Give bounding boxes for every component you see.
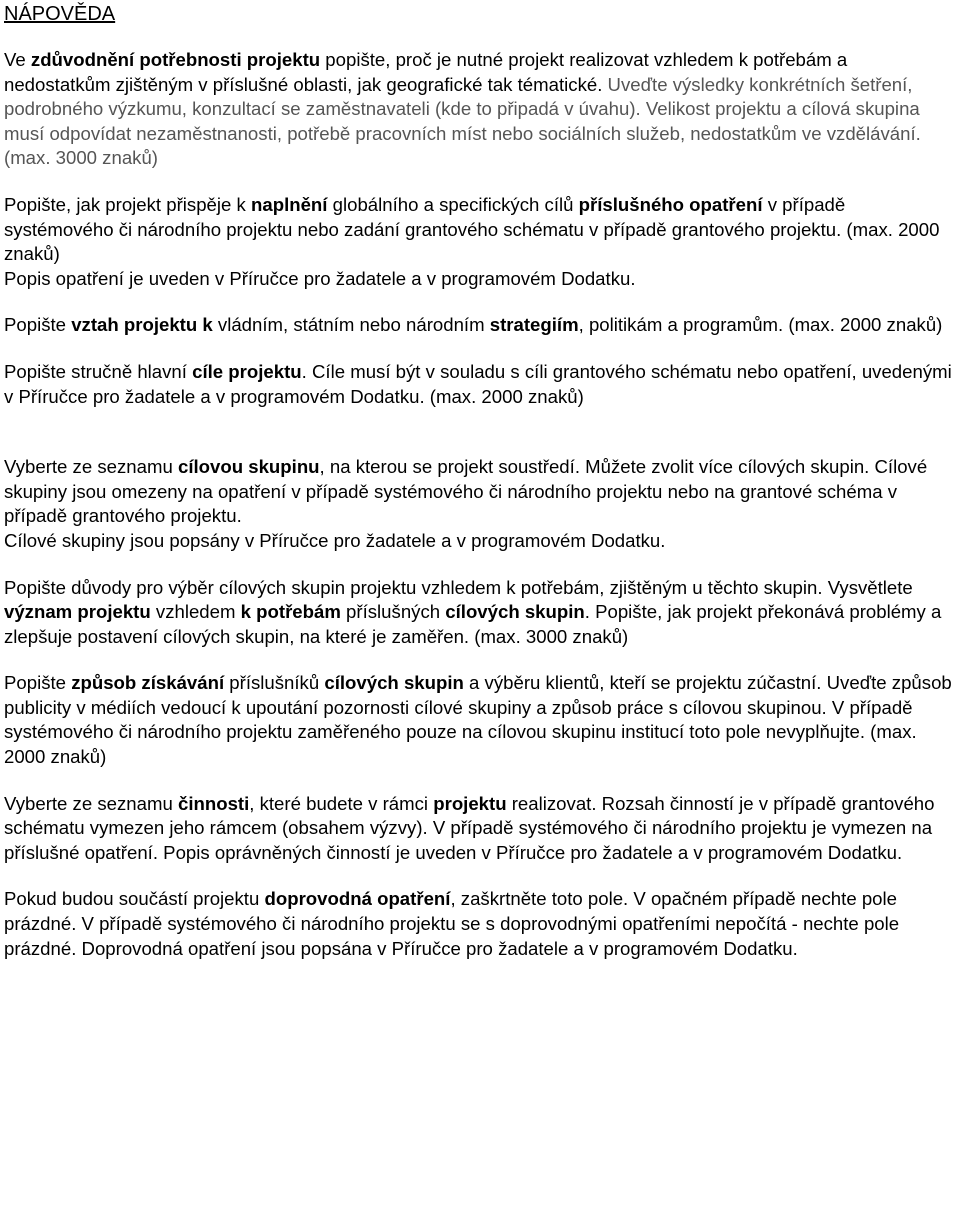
text-span-bold: cílových skupin [445, 601, 585, 623]
paragraph-target-group [4, 455, 954, 529]
paragraph-goals-contribution [4, 193, 954, 267]
paragraph-project-need [4, 48, 954, 171]
paragraph-activities [4, 792, 954, 866]
paragraph-project-goals [4, 360, 954, 409]
text-span-bold: cíle projektu [192, 360, 302, 382]
text-span: , na kterou se projekt soustředí. Můžete zvolit více cílových skupin. Cílové skupiny jsou omezeny na opatření v případě systémového či národního projektu nebo na grantové schéma v případě grantového projektu. [4, 456, 928, 527]
text-span-bold: způsob získávání [71, 672, 225, 694]
text-span-bold: doprovodná opatření [264, 888, 451, 910]
text-span: , politikám a programům. (max. 2000 znaků) [578, 314, 943, 336]
text-span: realizovat. Rozsah činností je v případě grantového schématu vymezen jeho rámcem (obsahem výzvy). V případě systémového či národního projektu je vymezen na příslušné opatření. Popis oprávněných činností je uveden v Příručce pro žadatele a v programovém Dodatku. [4, 792, 935, 863]
text-span: Popište [4, 672, 72, 694]
text-span-bold: význam projektu [4, 601, 151, 623]
paragraph-target-group-note: Cílové skupiny jsou popsány v Příručce pro žadatele a v programovém Dodatku. [4, 529, 666, 551]
text-span: vládním, státním nebo národním [212, 314, 490, 336]
text-span: Popište důvody pro výběr cílových skupin projektu vzhledem k potřebám, zjištěným u těchto skupin. Vysvětlete [4, 576, 913, 598]
text-span-bold: k potřebám [240, 601, 341, 623]
text-span-bold: cílových skupin [324, 672, 464, 694]
text-span: Pokud budou součástí projektu [4, 888, 265, 910]
text-span: . Cíle musí být v souladu s cíli grantového schématu nebo opatření, uvedenými v Příručce pro žadatele a v programovém Dodatku. (max. 2000 znaků) [4, 360, 952, 407]
text-span-bold: naplnění [251, 193, 328, 215]
text-span: Vyberte ze seznamu [4, 792, 178, 814]
text-span: Ve [4, 49, 31, 70]
text-span: popište, proč je nutné projekt realizovat vzhledem k potřebám a nedostatkům zjištěným v příslušné oblasti, jak geografické tak tématické. [4, 49, 848, 95]
text-span-bold: činnosti [177, 792, 250, 814]
paragraph-measure-note: Popis opatření je uveden v Příručce pro žadatele a v programovém Dodatku. [4, 267, 636, 289]
text-span: Popište, jak projekt přispěje k [4, 193, 252, 215]
text-span-bold: příslušného opatření [578, 193, 763, 215]
text-span-bold: vztah projektu k [71, 314, 213, 336]
text-span: a výběru klientů, kteří se projektu zúčastní. Uveďte způsob publicity v médiích vedoucí k upoutání pozornosti cílové skupiny a způsob práce s cílovou skupinou. V případě systémového či národního projektu zaměřeného pouze na cílovou skupinu institucí toto pole nevyplňujte. (max. 2000 znaků) [4, 672, 952, 768]
text-span: vzhledem [150, 601, 241, 623]
paragraph-strategy-relation [4, 313, 954, 338]
text-span: , které budete v rámci [249, 792, 434, 814]
text-span: v případě systémového či národního projektu nebo zadání grantového schématu v případě grantového projektu. (max. 2000 znaků) [4, 193, 940, 265]
paragraph-recruitment [4, 671, 954, 769]
text-span-bold: skupinu [248, 456, 320, 478]
text-span: Popište [4, 314, 72, 336]
text-span-bold: zdůvodnění potřebnosti projektu [30, 49, 321, 70]
text-span: globálního a specifických cílů [327, 193, 579, 215]
paragraph-target-group-reasons [4, 576, 954, 650]
help-document [4, 0, 954, 961]
text-span: příslušných [340, 601, 446, 623]
text-span: . Popište, jak projekt překonává problémy a zlepšuje postavení cílových skupin, na které je zaměřen. (max. 3000 znaků) [4, 601, 942, 647]
page-title: NÁPOVĚDA [4, 3, 116, 25]
text-span: Popište stručně hlavní [4, 360, 193, 382]
paragraph-accompanying-measures [4, 887, 954, 961]
text-span-gray: Velikost projektu a cílová skupina musí odpovídat nezaměstnanosti, potřebě pracovních míst nebo sociálních služeb, nedostatkům ve vzdělávání. (max. 3000 znaků) [4, 98, 921, 169]
text-span: příslušníků [224, 672, 325, 694]
text-span-bold: projektu [433, 792, 507, 814]
text-span-bold: cílovou [177, 456, 244, 478]
text-span-bold: strategiím [489, 314, 579, 336]
text-span: Vyberte ze seznamu [4, 456, 178, 478]
text-span-gray: Uveďte výsledky konkrétních šetření, podrobného výzkumu, konzultací se zaměstnavateli (kde to připadá v úvahu). [4, 73, 913, 120]
text-span: , zaškrtněte toto pole. V opačném případě nechte pole prázdné. V případě systémového či národního projektu se s doprovodnými opatřeními nepočítá - nechte pole prázdné. Doprovodná opatření jsou popsána v Příručce pro žadatele a v programovém Dodatku. [4, 888, 900, 959]
